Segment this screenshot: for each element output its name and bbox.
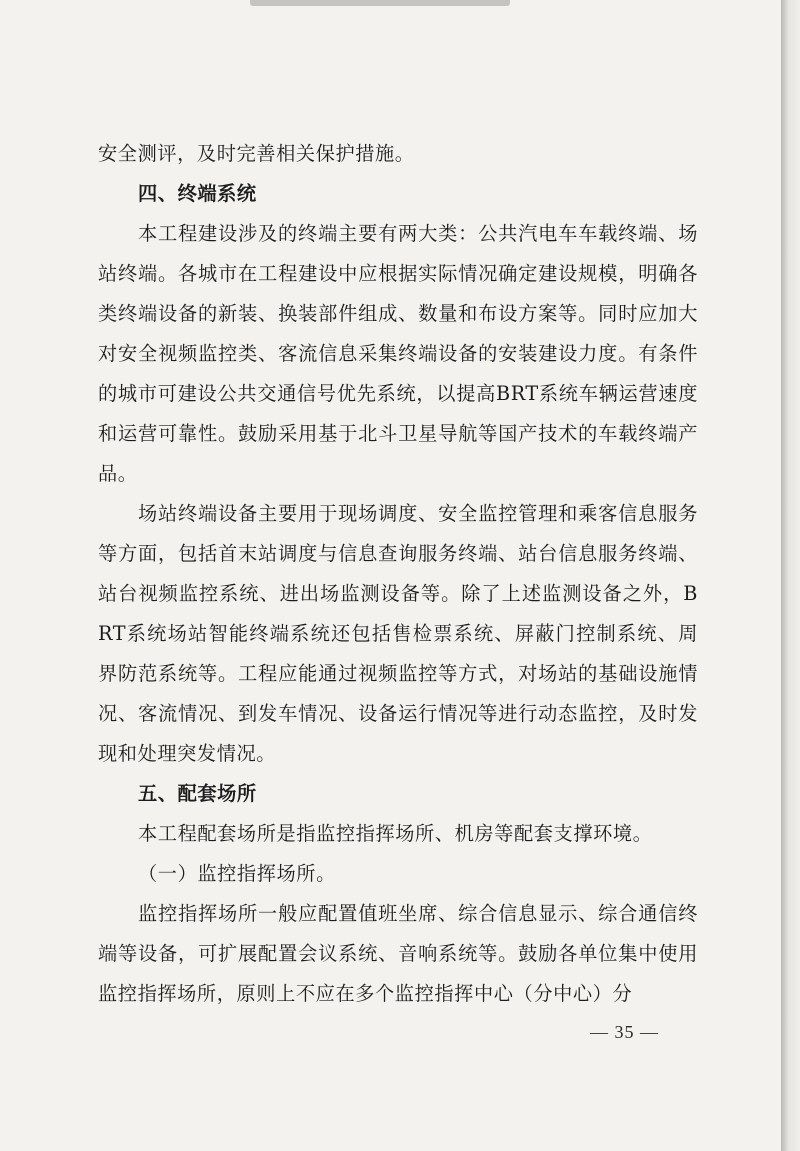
page-number: — 35 — — [590, 1022, 659, 1042]
paragraph-supporting-sites: 本工程配套场所是指监控指挥场所、机房等配套支撑环境。 — [138, 822, 653, 845]
paragraph-station-terminals: 场站终端设备主要用于现场调度、安全监控管理和乘客信息服务等方面，包括首末站调度与信息查询服务终端、站台信息服务终端、站台视频监控系统、进出场监测设备等。除了上述监测设备之外，BRT系统场站智能终端系统还包括售检票系统、屏蔽门控制系统、周界防范系统等。工程应能通过视频监控等方式，对场站的基础设施情况、客流情况、到发车情况、设备运行情况等进行动态监控，及时发现和处理突发情况。 — [98, 502, 698, 765]
scan-artifact — [250, 0, 510, 6]
subsection-heading-command-center: （一）监控指挥场所。 — [138, 862, 336, 885]
page-edge — [781, 0, 800, 1151]
paragraph-command-center: 监控指挥场所一般应配置值班坐席、综合信息显示、综合通信终端等设备，可扩展配置会议系统、音响系统等。鼓励各单位集中使用监控指挥场所，原则上不应在多个监控指挥中心（分中心）分 — [98, 902, 698, 1005]
section-heading-supporting-sites: 五、配套场所 — [138, 782, 257, 805]
paragraph-terminal-types: 本工程建设涉及的终端主要有两大类：公共汽电车车载终端、场站终端。各城市在工程建设中应根据实际情况确定建设规模，明确各类终端设备的新装、换装部件组成、数量和布设方案等。同时应加大对安全视频监控类、客流信息采集终端设备的安装建设力度。有条件的城市可建设公共交通信号优先系统，以提高BRT系统车辆运营速度和运营可靠性。鼓励采用基于北斗卫星导航等国产技术的车载终端产品。 — [98, 222, 698, 485]
paragraph-continuation: 安全测评，及时完善相关保护措施。 — [98, 142, 415, 165]
document-body — [98, 134, 698, 1014]
section-heading-terminal-system: 四、终端系统 — [138, 182, 257, 205]
